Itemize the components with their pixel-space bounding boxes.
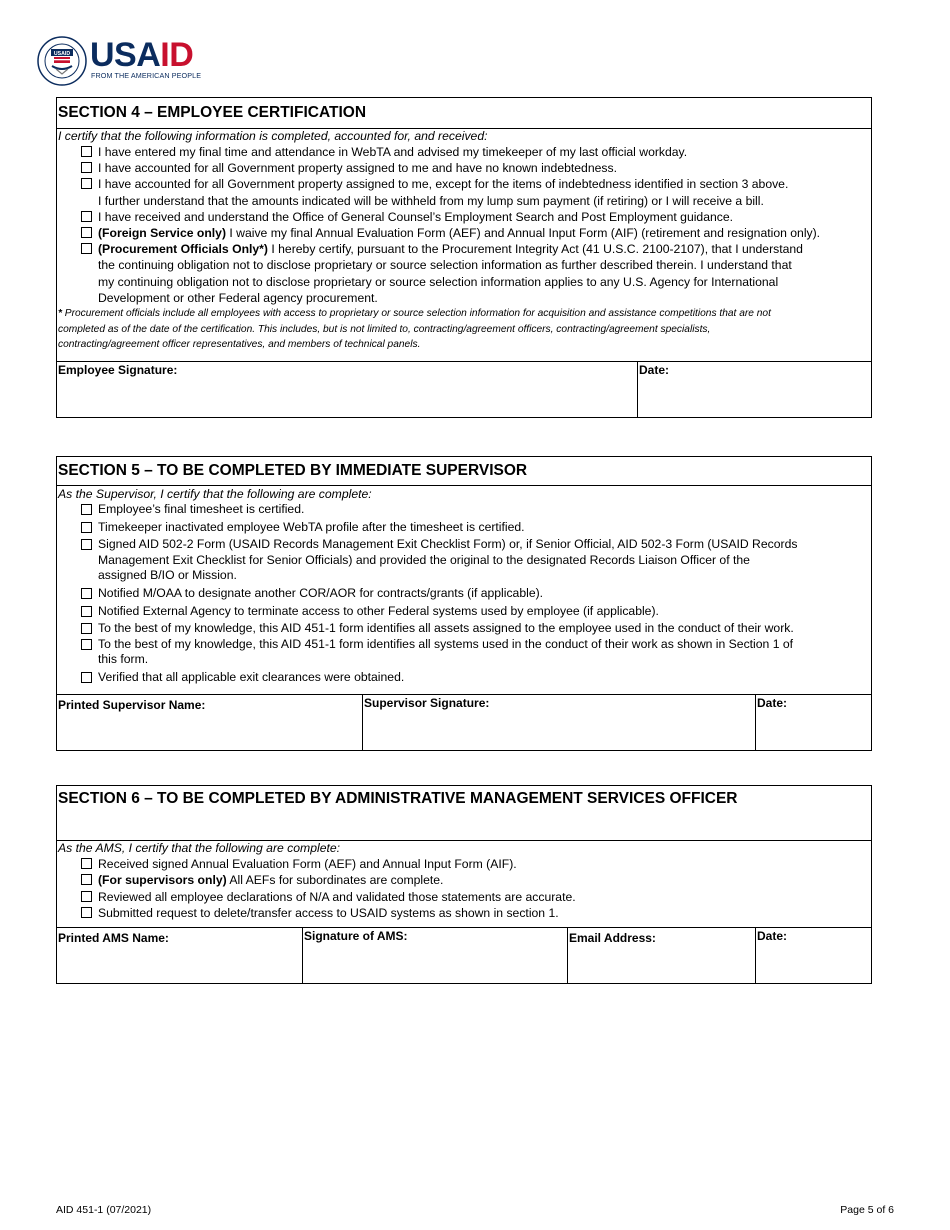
- section-4-title: SECTION 4 – EMPLOYEE CERTIFICATION: [57, 98, 871, 129]
- section-5-item: Employee’s final timesheet is certified.: [81, 502, 871, 518]
- section-6-item: Received signed Annual Evaluation Form (AEF) and Annual Input Form (AIF).: [81, 856, 871, 872]
- employee-date-field[interactable]: Date:: [637, 362, 871, 417]
- procurement-footnote: * Procurement officials include all employees with access to proprietary or source selection information for acquisition and assistance competitions that are not completed as of the date of the certification. This includes, but is not limited to, contracting/agreement officers, contracting/agreement specialists, contracting/agreement officer representatives, and members of technical panels.: [58, 308, 771, 351]
- checkbox[interactable]: [81, 522, 92, 533]
- section-5-item: To the best of my knowledge, this AID 451-1 form identifies all assets assigned to the employee used in the conduct of their work.: [81, 621, 871, 637]
- svg-text:USAID: USAID: [53, 50, 71, 57]
- section-5-intro: As the Supervisor, I certify that the following are complete:: [58, 487, 372, 501]
- section-5-supervisor: [56, 456, 872, 751]
- checkbox[interactable]: [81, 639, 92, 650]
- section-6-item: Reviewed all employee declarations of N/A and validated those statements are accurate.: [81, 889, 871, 905]
- usaid-tagline: FROM THE AMERICAN PEOPLE: [91, 71, 202, 80]
- section-5-item: To the best of my knowledge, this AID 451-1 form identifies all systems used in the conduct of their work as shown in Section 1 of this form.: [81, 637, 871, 668]
- section-6-item: Submitted request to delete/transfer access to USAID systems as shown in section 1.: [81, 905, 871, 921]
- usaid-logo: [37, 36, 212, 88]
- checkbox[interactable]: [81, 504, 92, 515]
- checkbox[interactable]: [81, 162, 92, 173]
- checkbox[interactable]: [81, 539, 92, 550]
- section-6-item: (For supervisors only) All AEFs for subordinates are complete.: [81, 872, 871, 888]
- checkbox[interactable]: [81, 623, 92, 634]
- checkbox[interactable]: [81, 211, 92, 222]
- section-4-item: I have received and understand the Office of General Counsel’s Employment Search and Post Employment guidance.: [81, 209, 871, 225]
- checkbox[interactable]: [81, 672, 92, 683]
- supervisor-signature-field[interactable]: Supervisor Signature:: [362, 695, 755, 750]
- section-4-item: (Procurement Officials Only*) I hereby certify, pursuant to the Procurement Integrity Act (41 U.S.C. 2100-2107), that I understand the continuing obligation not to disclose proprietary or source selection information as further described therein. I understand that my continuing obligation not to disclose proprietary or source selection information applies to any U.S. Agency for International Development or other Federal agency procurement.: [81, 241, 871, 306]
- section-5-item: Notified External Agency to terminate access to other Federal systems used by employee (if applicable).: [81, 604, 871, 620]
- section-6-intro: As the AMS, I certify that the following are complete:: [58, 841, 341, 855]
- section-5-item: Notified M/OAA to designate another COR/AOR for contracts/grants (if applicable).: [81, 586, 871, 602]
- section-4-intro: I certify that the following information is completed, accounted for, and received:: [58, 129, 488, 143]
- section-4-item: I have accounted for all Government property assigned to me and have no known indebtedness.: [81, 160, 871, 176]
- ams-signature-field[interactable]: Signature of AMS:: [302, 928, 567, 983]
- checkbox[interactable]: [81, 243, 92, 254]
- supervisor-date-field[interactable]: Date:: [755, 695, 871, 750]
- section-5-item: Timekeeper inactivated employee WebTA profile after the timesheet is certified.: [81, 520, 871, 536]
- employee-signature-field[interactable]: Employee Signature:: [58, 363, 178, 377]
- checkbox[interactable]: [81, 858, 92, 869]
- section-4-item: I have entered my final time and attendance in WebTA and advised my timekeeper of my last official workday.: [81, 144, 871, 160]
- section-6-title: SECTION 6 – TO BE COMPLETED BY ADMINISTRATIVE MANAGEMENT SERVICES OFFICER: [57, 786, 871, 841]
- printed-supervisor-name-field[interactable]: Printed Supervisor Name:: [58, 698, 206, 712]
- section-4-item: (Foreign Service only) I waive my final Annual Evaluation Form (AEF) and Annual Input Form (AIF) (retirement and resignation only).: [81, 225, 871, 241]
- section-4-employee-certification: [56, 97, 872, 418]
- page-number: Page 5 of 6: [840, 1204, 894, 1216]
- usaid-wordmark: USAID: [90, 36, 194, 74]
- checkbox[interactable]: [81, 907, 92, 918]
- checkbox[interactable]: [81, 146, 92, 157]
- form-id: AID 451-1 (07/2021): [56, 1204, 152, 1216]
- printed-ams-name-field[interactable]: Printed AMS Name:: [58, 931, 169, 945]
- ams-email-field[interactable]: Email Address:: [567, 928, 755, 983]
- usaid-seal-icon: [37, 36, 87, 86]
- section-4-item: I have accounted for all Government property assigned to me, except for the items of indebtedness identified in section 3 above. I further understand that the amounts indicated will be withheld from my lump sum payment (if retiring) or I will receive a bill.: [81, 176, 871, 208]
- checkbox[interactable]: [81, 227, 92, 238]
- ams-date-field[interactable]: Date:: [755, 928, 871, 983]
- section-5-title: SECTION 5 – TO BE COMPLETED BY IMMEDIATE SUPERVISOR: [57, 457, 871, 486]
- checkbox[interactable]: [81, 874, 92, 885]
- checkbox[interactable]: [81, 178, 92, 189]
- checkbox[interactable]: [81, 606, 92, 617]
- checkbox[interactable]: [81, 891, 92, 902]
- checkbox[interactable]: [81, 588, 92, 599]
- section-5-item: Signed AID 502-2 Form (USAID Records Management Exit Checklist Form) or, if Senior Official, AID 502-3 Form (USAID Records Management Exit Checklist for Senior Officials) and provided the original to the designated Records Liaison Officer of the assigned B/IO or Mission.: [81, 537, 871, 584]
- section-5-item: Verified that all applicable exit clearances were obtained.: [81, 670, 871, 686]
- section-6-ams-officer: [56, 785, 872, 984]
